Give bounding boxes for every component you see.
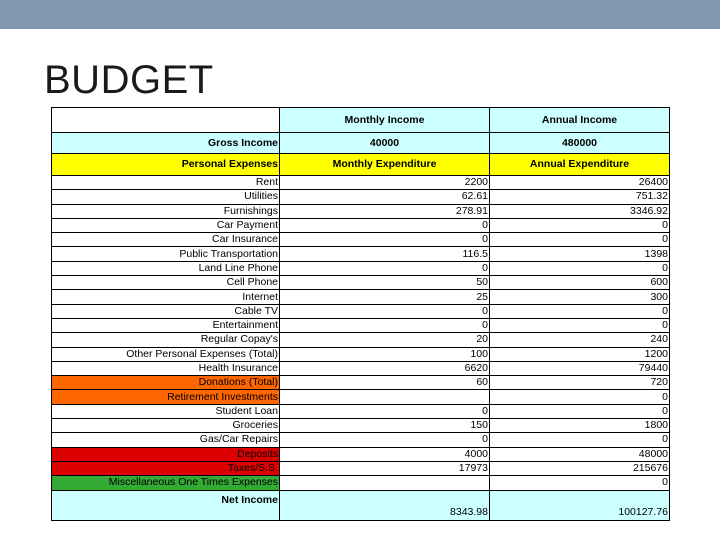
expense-annual-value: 79440 — [490, 361, 670, 375]
net-income-row — [52, 490, 670, 520]
expense-monthly-value: 2200 — [280, 176, 490, 190]
expense-monthly-value: 0 — [280, 433, 490, 447]
expense-monthly-value: 150 — [280, 419, 490, 433]
net-income-label: Net Income — [52, 490, 280, 520]
expense-row — [52, 404, 670, 418]
expense-row — [52, 347, 670, 361]
personal-expenses-label: Personal Expenses — [52, 154, 280, 176]
expense-label: Cell Phone — [52, 276, 280, 290]
expense-label: Rent — [52, 176, 280, 190]
expense-label: Public Transportation — [52, 247, 280, 261]
expense-label: Land Line Phone — [52, 261, 280, 275]
expense-row — [52, 447, 670, 461]
expense-row — [52, 376, 670, 390]
expense-row — [52, 233, 670, 247]
expense-monthly-value: 0 — [280, 304, 490, 318]
gross-income-monthly: 40000 — [280, 133, 490, 154]
expense-label: Groceries — [52, 419, 280, 433]
net-income-monthly: 8343.98 — [280, 490, 490, 520]
expense-annual-value: 1200 — [490, 347, 670, 361]
expense-annual-value: 600 — [490, 276, 670, 290]
expense-label: Furnishings — [52, 204, 280, 218]
expense-row — [52, 290, 670, 304]
header-blank-cell — [52, 108, 280, 133]
monthly-expenditure-header: Monthly Expenditure — [280, 154, 490, 176]
expense-annual-value: 0 — [490, 304, 670, 318]
expense-annual-value: 48000 — [490, 447, 670, 461]
expense-monthly-value: 4000 — [280, 447, 490, 461]
expense-label: Entertainment — [52, 318, 280, 332]
expense-row — [52, 176, 670, 190]
expense-monthly-value: 116.5 — [280, 247, 490, 261]
expense-annual-value: 300 — [490, 290, 670, 304]
expense-monthly-value: 62.61 — [280, 190, 490, 204]
expense-annual-value: 240 — [490, 333, 670, 347]
expense-monthly-value: 0 — [280, 233, 490, 247]
expense-label: Cable TV — [52, 304, 280, 318]
personal-expenses-row — [52, 154, 670, 176]
expense-label: Donations (Total) — [52, 376, 280, 390]
expense-monthly-value: 0 — [280, 261, 490, 275]
expense-label: Miscellaneous One Times Expenses — [52, 476, 280, 490]
expense-row — [52, 433, 670, 447]
expense-annual-value: 0 — [490, 261, 670, 275]
gross-income-row — [52, 133, 670, 154]
expense-row — [52, 476, 670, 490]
expense-monthly-value: 100 — [280, 347, 490, 361]
expense-monthly-value: 6620 — [280, 361, 490, 375]
expense-row — [52, 261, 670, 275]
expense-monthly-value: 17973 — [280, 461, 490, 475]
annual-income-header: Annual Income — [490, 108, 670, 133]
budget-table — [51, 107, 670, 521]
expense-label: Other Personal Expenses (Total) — [52, 347, 280, 361]
expense-row — [52, 461, 670, 475]
expense-row — [52, 419, 670, 433]
expense-row — [52, 247, 670, 261]
expense-annual-value: 0 — [490, 233, 670, 247]
gross-income-label: Gross Income — [52, 133, 280, 154]
expense-annual-value: 0 — [490, 476, 670, 490]
expense-label: Regular Copay's — [52, 333, 280, 347]
expense-annual-value: 0 — [490, 218, 670, 232]
expense-row — [52, 218, 670, 232]
expense-label: Student Loan — [52, 404, 280, 418]
header-row — [52, 108, 670, 133]
expense-annual-value: 1800 — [490, 419, 670, 433]
expense-row — [52, 390, 670, 404]
expense-row — [52, 204, 670, 218]
expense-monthly-value: 50 — [280, 276, 490, 290]
expense-row — [52, 276, 670, 290]
expense-label: Deposits — [52, 447, 280, 461]
gross-income-annual: 480000 — [490, 133, 670, 154]
expense-label: Car Payment — [52, 218, 280, 232]
expense-row — [52, 190, 670, 204]
expense-annual-value: 720 — [490, 376, 670, 390]
expense-monthly-value — [280, 390, 490, 404]
expense-label: Retirement Investments — [52, 390, 280, 404]
expense-annual-value: 1398 — [490, 247, 670, 261]
expense-monthly-value: 0 — [280, 404, 490, 418]
expense-row — [52, 304, 670, 318]
expense-label: Internet — [52, 290, 280, 304]
expense-monthly-value: 0 — [280, 218, 490, 232]
expense-annual-value: 751.32 — [490, 190, 670, 204]
top-bar — [0, 0, 720, 29]
expense-label: Health Insurance — [52, 361, 280, 375]
expense-annual-value: 0 — [490, 390, 670, 404]
expense-label: Gas/Car Repairs — [52, 433, 280, 447]
expense-annual-value: 3346.92 — [490, 204, 670, 218]
expense-monthly-value: 25 — [280, 290, 490, 304]
expense-row — [52, 333, 670, 347]
expense-row — [52, 361, 670, 375]
slide-title: BUDGET — [44, 58, 214, 102]
expense-label: Car Insurance — [52, 233, 280, 247]
expense-annual-value: 26400 — [490, 176, 670, 190]
expense-monthly-value: 278.91 — [280, 204, 490, 218]
expense-monthly-value: 60 — [280, 376, 490, 390]
expense-monthly-value: 0 — [280, 318, 490, 332]
expense-label: Taxes/S.S. — [52, 461, 280, 475]
expense-annual-value: 215676 — [490, 461, 670, 475]
annual-expenditure-header: Annual Expenditure — [490, 154, 670, 176]
expense-monthly-value — [280, 476, 490, 490]
expense-annual-value: 0 — [490, 404, 670, 418]
expense-label: Utilities — [52, 190, 280, 204]
expense-monthly-value: 20 — [280, 333, 490, 347]
monthly-income-header: Monthly Income — [280, 108, 490, 133]
expense-annual-value: 0 — [490, 318, 670, 332]
expense-row — [52, 318, 670, 332]
net-income-annual: 100127.76 — [490, 490, 670, 520]
expense-annual-value: 0 — [490, 433, 670, 447]
